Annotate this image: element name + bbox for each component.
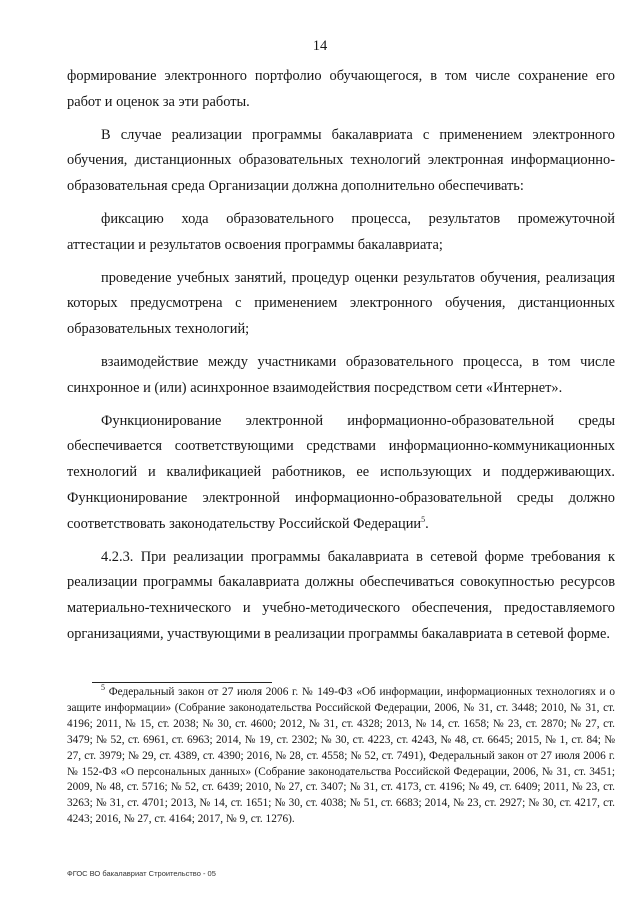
page-number: 14 (312, 38, 328, 54)
footnote-text: Федеральный закон от 27 июля 2006 г. № 149-ФЗ «Об информации, информационных технологиях и о защите информации» (Собрание законодательства Российской Федерации, 2006, № 31, ст. 3448; 2010, № 31, ст. 4196; 2011, № 15, ст. 2038; № 30, ст. 4600; 2012, № 31, ст. 4328; 2013, № 14, ст. 1658; № 23, ст. 2870; № 27, ст. 3479; № 52, ст. 6961, ст. 6963; 2014, № 19, ст. 2302; № 30, ст. 4223, ст. 4243, № 48, ст. 6645; 2015, № 1, ст. 84; № 27, ст. 3979; № 29, ст. 4389, ст. 4390; 2016, № 28, ст. 4558; № 52, ст. 7491), Федеральный закон от 27 июля 2006 г. № 152-ФЗ «О персональных данных» (Собрание законодательства Российской Федерации, 2006, № 31, ст. 3451; 2009, № 48, ст. 5716; № 52, ст. 6439; 2010, № 27, ст. 3407; № 31, ст. 4173, ст. 4196; № 49, ст. 6409; 2011, № 23, ст. 3263; № 31, ст. 4701; 2013, № 14, ст. 1651; № 30, ст. 4038; № 51, ст. 6683; 2014, № 23, ст. 2927; № 30, ст. 4217, ст. 4243; 2016, № 27, ст. 4164; 2017, № 9, ст. 1276). (67, 686, 615, 826)
document-footer: ФГОС ВО бакалавриат Строительство - 05 (67, 869, 216, 878)
paragraph-network-form: 4.2.3. При реализации программы бакалавриата в сетевой форме требования к реализации программы бакалавриата должны обеспечиваться совокупностью ресурсов материально-технического и учебно-методического обеспечения, предоставляемого организациями, участвующими в реализации программы бакалавриата в сетевой форме. (67, 548, 615, 642)
paragraph-functioning-text: Функционирование электронной информационно-образовательной среды обеспечивается соответствующими средствами информационно-коммуникационных технологий и квалификацией работников, ее использующих и поддерживающих. Функционирование электронной информационно-образовательной среды должно соответствовать законодательству Российской Федерации (67, 412, 615, 532)
footnote-marker: 5 (101, 683, 105, 693)
footnote-divider (92, 682, 272, 683)
footnote (67, 685, 615, 828)
paragraph-conducting-classes: проведение учебных занятий, процедур оценки результатов обучения, реализация которых предусмотрена с применением электронного обучения, дистанционных образовательных технологий; (67, 269, 615, 338)
body-text (67, 64, 615, 648)
paragraph-functioning: Функционирование электронной информационно-образовательной среды обеспечивается соответствующими средствами информационно-коммуникационных технологий и квалификацией работников, ее использующих и поддерживающих. Функционирование электронной информационно-образовательной среды должно соответствовать законодательству Российской Федерации$^5$. (67, 412, 615, 532)
paragraph-portfolio-continuation: формирование электронного портфолио обучающегося, в том числе сохранение его работ и оценок за эти работы. (67, 68, 615, 110)
paragraph-e-learning-intro: В случае реализации программы бакалавриата с применением электронного обучения, дистанционных образовательных технологий электронная информационно-образовательная среда Организации должна дополнительно обеспечивать: (67, 126, 615, 195)
footnote-reference: 5 (421, 514, 426, 524)
paragraph-fixation: фиксацию хода образовательного процесса, результатов промежуточной аттестации и результатов освоения программы бакалавриата; (67, 210, 615, 253)
paragraph-interaction: взаимодействие между участниками образовательного процесса, в том числе синхронное и (или) асинхронное взаимодействия посредством сети «Интернет». (67, 353, 615, 396)
